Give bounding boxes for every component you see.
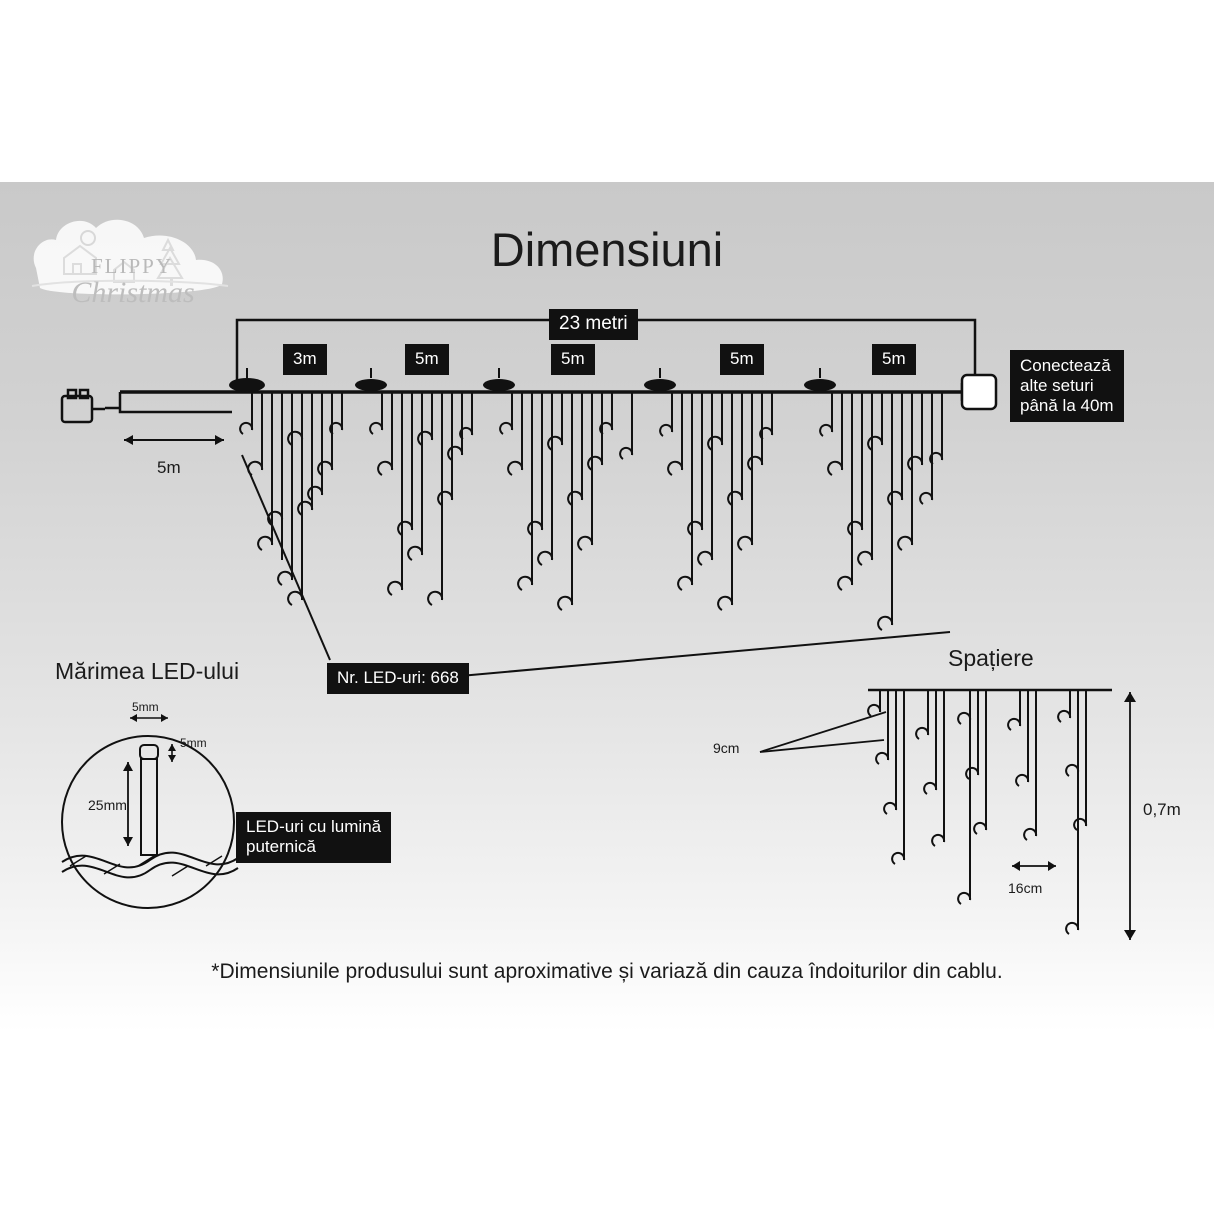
led-brightness-line-2: puternică <box>246 837 316 856</box>
label-led-width: 5mm <box>132 700 159 714</box>
label-led-size-title: Mărimea LED-ului <box>55 658 240 684</box>
footnote: *Dimensiunile produsului sunt aproximative și variază din cauza îndoiturilor din cablu. <box>211 960 1003 983</box>
label-spacing-title: Spațiere <box>948 645 1034 671</box>
tag-led-count: Nr. LED-uri: 668 <box>327 663 469 694</box>
tag-segment-4: 5m <box>720 344 764 375</box>
page-title: Dimensiuni <box>490 223 724 276</box>
label-led-depth: 25mm <box>88 797 127 813</box>
label-spacing-horizontal: 16cm <box>1008 880 1043 896</box>
tag-segment-2: 5m <box>405 344 449 375</box>
logo-text-flippy: FLIPPY <box>90 254 174 278</box>
tag-segment-1: 3m <box>283 344 327 375</box>
label-led-height: 5mm <box>180 736 207 750</box>
logo-text-christmas: Christmas <box>71 276 195 309</box>
tag-total-length: 23 metri <box>549 309 638 340</box>
tag-led-brightness <box>236 812 391 863</box>
label-spacing-drop: 9cm <box>713 740 740 756</box>
tag-segment-5: 5m <box>872 344 916 375</box>
label-lead-cable-length: 5m <box>157 458 181 477</box>
connect-note-line-1: Conectează <box>1020 356 1111 375</box>
tag-connect-note <box>1010 350 1124 422</box>
led-brightness-line-1: LED-uri cu lumină <box>246 817 382 836</box>
connect-note-line-3: până la 40m <box>1020 396 1114 415</box>
label-spacing-height: 0,7m <box>1143 800 1181 819</box>
connect-note-line-2: alte seturi <box>1020 376 1094 395</box>
tag-segment-3: 5m <box>551 344 595 375</box>
